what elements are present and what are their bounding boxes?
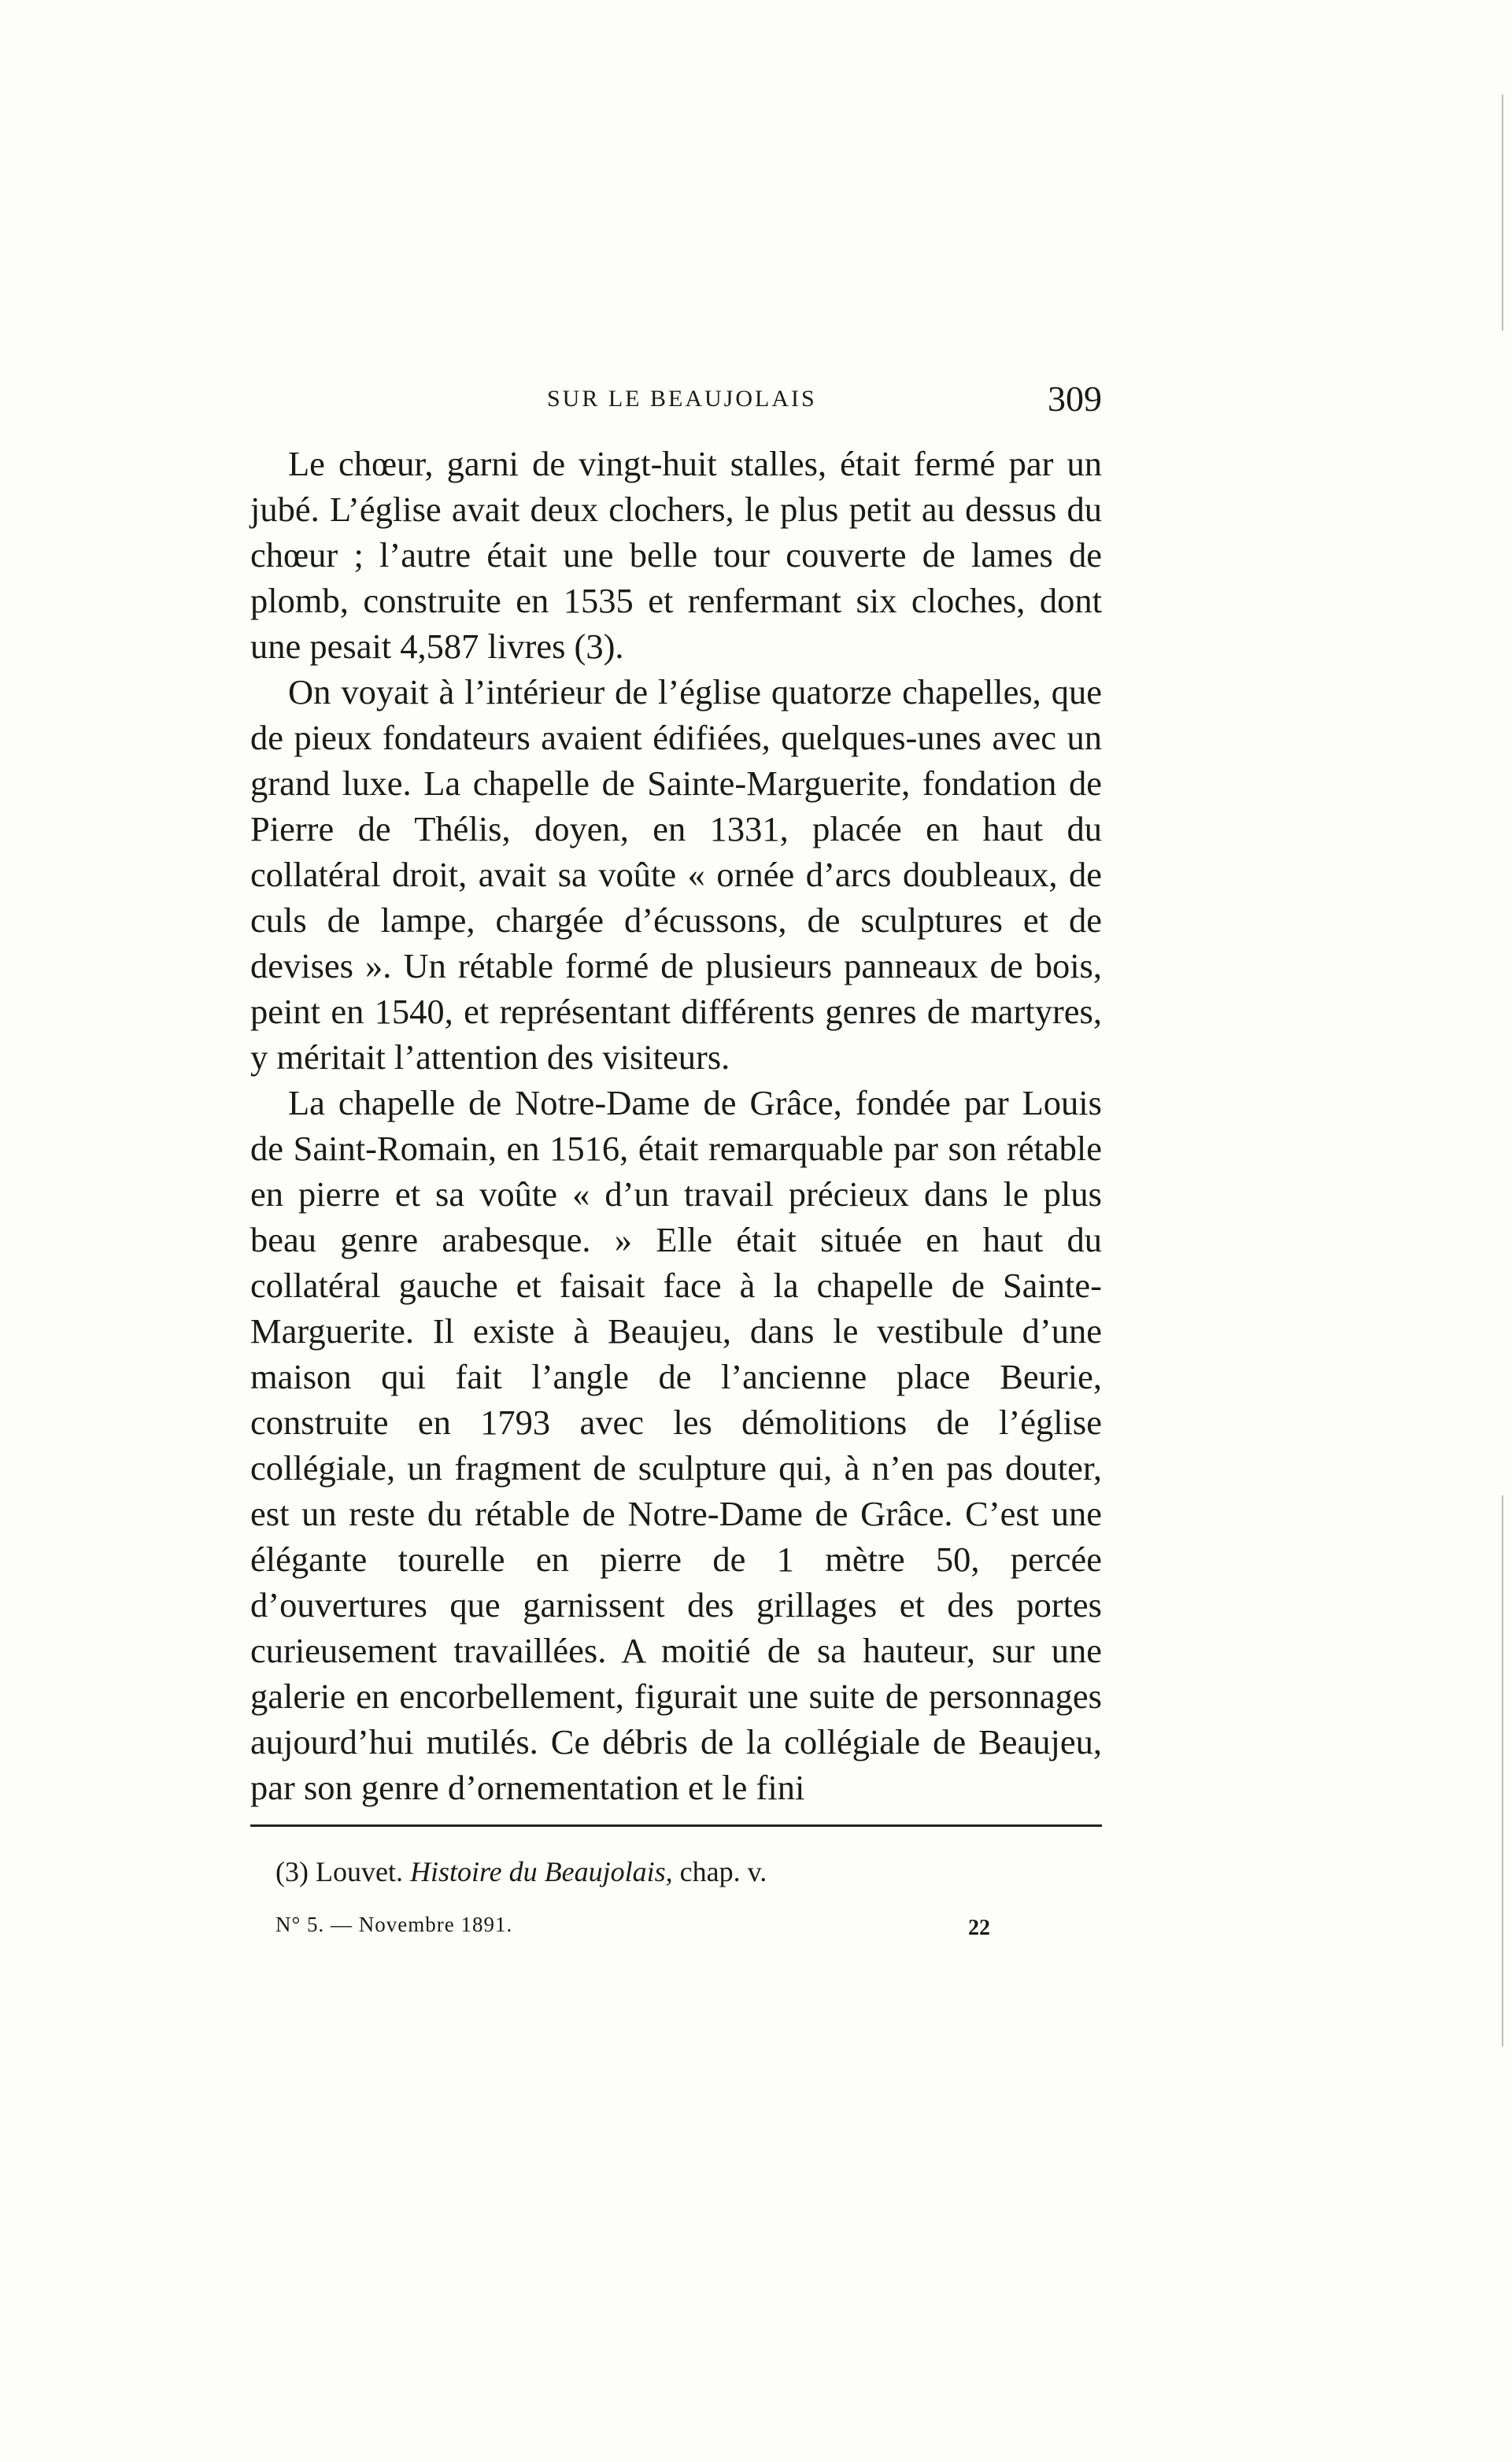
footnote: [275, 1854, 1102, 1890]
footnote-title: Histoire du Beaujolais,: [409, 1856, 673, 1887]
signature-line: [275, 1913, 1102, 1944]
footnote-ref: chap. v.: [679, 1856, 767, 1887]
footnote-author: Louvet.: [315, 1856, 403, 1887]
page-edge-mark: [1502, 1495, 1503, 2046]
running-title: SUR LE BEAUJOLAIS: [547, 386, 817, 412]
footnote-rule: [250, 1824, 1102, 1827]
page-number: 309: [1048, 379, 1102, 419]
issue-label: N° 5. — Novembre 1891.: [275, 1913, 513, 1936]
footnote-marker: (3): [275, 1856, 309, 1887]
running-head: [244, 378, 1102, 433]
page-edge-mark: [1502, 94, 1503, 331]
paragraph-2: On voyait à l’intérieur de l’église quatorze chapelles, que de pieux fondateurs avaient édifiées, quelques-unes avec un grand luxe. La chapelle de Sainte-Marguerite, fondation de Pierre de Thélis, doyen, en 1331, placée en haut du collatéral droit, avait sa voûte « ornée d’arcs doubleaux, de culs de lampe, chargée d’écussons, de sculptures et de devises ». Un rétable formé de plusieurs panneaux de bois, peint en 1540, et représentant différents genres de martyres, y méritait l’attention des visiteurs.: [250, 672, 1102, 1077]
body-text: [250, 441, 1102, 1810]
paragraph-1: Le chœur, garni de vingt-huit stalles, était fermé par un jubé. L’église avait deux clochers, le plus petit au dessus du chœur ; l’autre était une belle tour couverte de lames de plomb, construite en 1535 et renfermant six cloches, dont une pesait 4,587 livres (3).: [250, 444, 1102, 666]
signature-mark: 22: [968, 1916, 990, 1940]
paragraph-3: La chapelle de Notre-Dame de Grâce, fondée par Louis de Saint-Romain, en 1516, était remarquable par son rétable en pierre et sa voûte « d’un travail précieux dans le plus beau genre arabesque. » Elle était située en haut du collatéral gauche et faisait face à la chapelle de Sainte-Marguerite. Il existe à Beaujeu, dans le vestibule d’une maison qui fait l’angle de l’ancienne place Beurie, construite en 1793 avec les démolitions de l’église collégiale, un fragment de sculpture qui, à n’en pas douter, est un reste du rétable de Notre-Dame de Grâce. C’est une élégante tourelle en pierre de 1 mètre 50, percée d’ouvertures que garnissent des grillages et des portes curieusement travaillées. A moitié de sa hauteur, sur une galerie en encorbellement, figurait une suite de personnages aujourd’hui mutilés. Ce débris de la collégiale de Beaujeu, par son genre d’ornementation et le fini: [250, 1083, 1102, 1807]
